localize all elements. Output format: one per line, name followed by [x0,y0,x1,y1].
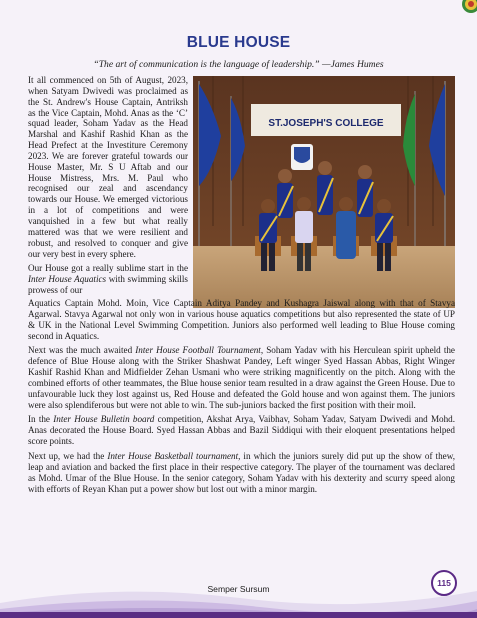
article-full-width [28,298,455,498]
paragraph-intro: It all commenced on 5th of August, 2023, when Satyam Dwivedi was proclaimed as the St. Andrew's House Captain, Antriksh as the Vice Captain, Mohd. Anas as the ‘C’ squad leader, Soham Yadav as the Head Marshal and Kashif Rashid Khan as the Head Prefect at the Investiture Ceremony 2023. We are forever grateful towards our House Master, Mr. S U Aftab and our House Mistress, Mrs. M. Paul who recognised our zeal and ascendancy towards our House. We emerged victorious in a lot of competitions and were vanquished in a few but what really mattered was that we were resilient and robust, and resolved to conquer and give our very best in every sphere. [28,75,188,259]
school-logo-icon [455,0,477,16]
paragraph-football: Next was the much awaited Inter House Football Tournament, Soham Yadav with his Herculean spirit upheld the defence of Blue House along with the Striker Shashwat Pandey, Left winger Syed Hassan Abbas, Right Winger Kashif Rashid Khan and Midfielder Zehan Usmani who were striking magnificently on the pitch. Along with the combined efforts of other teammates, the Blue house senior team resulted in a draw against the Green House. Due to unfavourable luck they lost against us, Red House and defeated the Gold house and won against them. The juniors were also splendiferous but were not able to win. The sub-juniors backed the first position with their moil. [28,345,455,410]
article-left-column [28,75,188,300]
page-number-badge: 115 [431,570,457,596]
paragraph-basketball: Next up, we had the Inter House Basketball tournament, in which the juniors surely did put up the show of thew, leap and aviation and backed the first place in their respective category. The player of the tournament was declared as Mohd. Umar of the Blue House. In the senior category, Soham Yadav with his dexterity and scurry speed along with efforts of Reyan Khan put a power show but lost out with a minor margin. [28,450,455,494]
epigraph-quote: “The art of communication is the language of leadership.” —James Humes [93,59,384,70]
photo-banner-text: ST.JOSEPH'S COLLEGE [268,118,384,129]
footer-motto: Semper Sursum [207,584,270,594]
paragraph-aquatics-start: Our House got a really sublime start in the Inter House Aquatics with swimming skills prowess of our [28,263,188,296]
bottom-bar [0,612,477,618]
house-group-photo [193,76,455,308]
page-title: BLUE HOUSE [186,34,291,51]
paragraph-aquatics: Aquatics Captain Mohd. Moin, Vice Captain Aditya Pandey and Kushagra Jaiswal along with that of Stavya Agarwal. Stavya Agarwal not only won in various house aquatics competitions but also represented the state of UP & UK in the National Level Swimming Competition. Juniors also performed well leading to Blue House coming second in Aquatics. [28,298,455,341]
paragraph-bulletin-board: In the Inter House Bulletin board competition, Akshat Arya, Vaibhav, Soham Yadav, Satyam Dwivedi and Mohd. Anas decorated the House Board. Syed Hassan Abbas and Bazil Siddiqui with their eloquent presentations helped score points. [28,414,456,447]
